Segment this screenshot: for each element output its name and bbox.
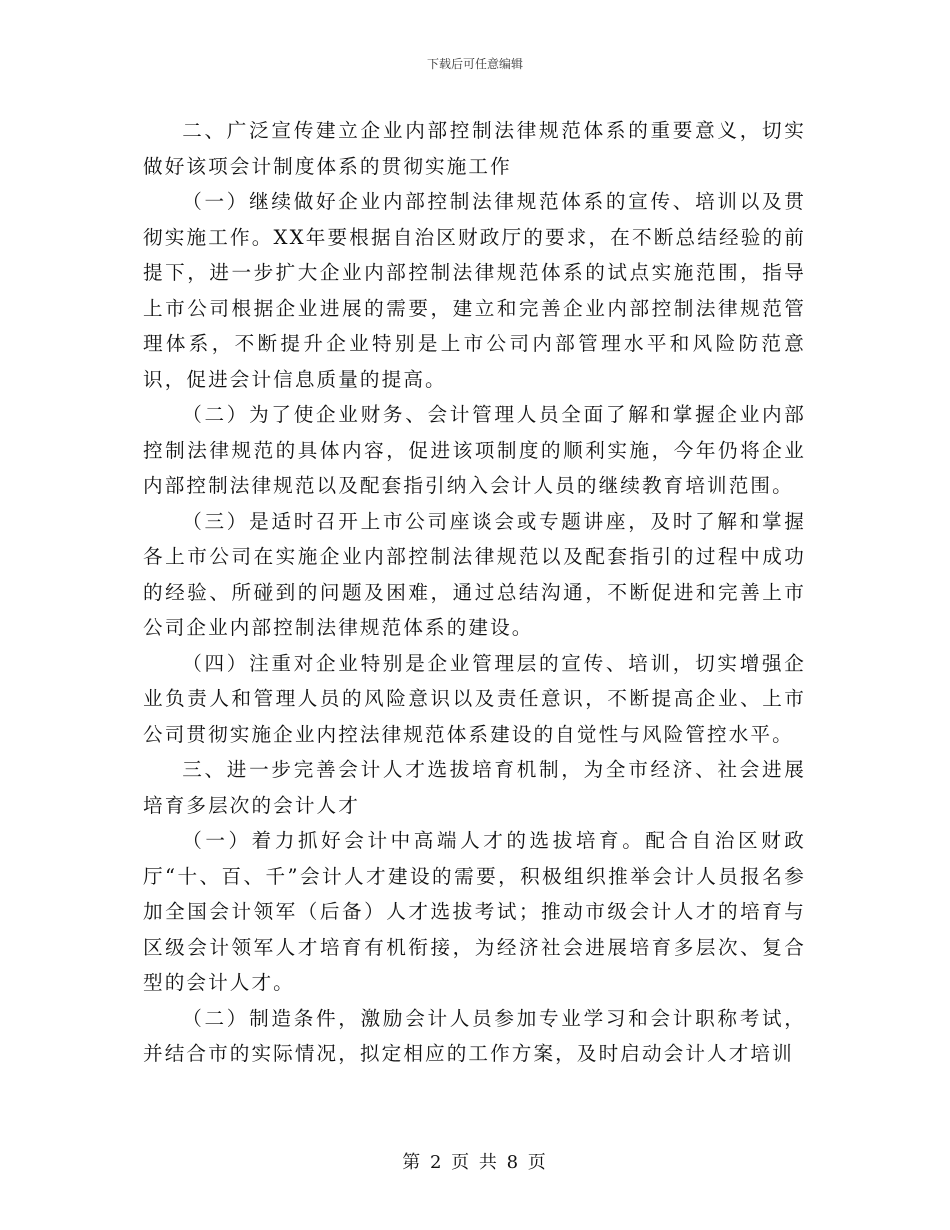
section-heading-3: 三、进一步完善会计人才选拔培育机制，为全市经济、社会进展培育多层次的会计人才 bbox=[143, 758, 806, 817]
paragraph-2-4: （四）注重对企业特别是企业管理层的宣传、培训，切实增强企业负责人和管理人员的风险意识以及责任意识，不断提高企业、上市公司贯彻实施企业内控法律规范体系建设的自觉性与风险管控水平。 bbox=[143, 651, 806, 746]
paragraph-3-2: （二）制造条件，激励会计人员参加专业学习和会计职称考试，并结合市的实际情况，拟定相应的工作方案，及时启动会计人才培训 bbox=[143, 1006, 806, 1065]
paragraph-3-1: （一）着力抓好会计中高端人才的选拔培育。配合自治区财政厅“十、百、千”会计人才建设的需要，积极组织推举会计人员报名参加全国会计领军（后备）人才选拔考试；推动市级会计人才的培育与区级会计领军人才培育有机衔接，为经济社会进展培育多层次、复合型的会计人才。 bbox=[143, 829, 806, 994]
paragraph-2-1: （一）继续做好企业内部控制法律规范体系的宣传、培训以及贯彻实施工作。XX年要根据自治区财政厅的要求，在不断总结经验的前提下，进一步扩大企业内部控制法律规范体系的试点实施范围，指导上市公司根据企业进展的需要，建立和完善企业内部控制法律规范管理体系，不断提升企业特别是上市公司内部管理水平和风险防范意识，促进会计信息质量的提高。 bbox=[143, 190, 806, 391]
paragraph-2-2: （二）为了使企业财务、会计管理人员全面了解和掌握企业内部控制法律规范的具体内容，促进该项制度的顺利实施，今年仍将企业内部控制法律规范以及配套指引纳入会计人员的继续教育培训范围。 bbox=[143, 403, 806, 497]
page-header: 下载后可任意编辑 bbox=[426, 57, 523, 71]
document-body bbox=[143, 113, 806, 1072]
paragraph-2-3: （三）是适时召开上市公司座谈会或专题讲座，及时了解和掌握各上市公司在实施企业内部控制法律规范以及配套指引的过程中成功的经验、所碰到的问题及困难，通过总结沟通，不断促进和完善上市公司企业内部控制法律规范体系的建设。 bbox=[143, 509, 806, 639]
page-number: 第 2 页 共 8 页 bbox=[402, 1152, 548, 1173]
section-heading-2: 二、广泛宣传建立企业内部控制法律规范体系的重要意义，切实做好该项会计制度体系的贯彻实施工作 bbox=[143, 119, 806, 178]
